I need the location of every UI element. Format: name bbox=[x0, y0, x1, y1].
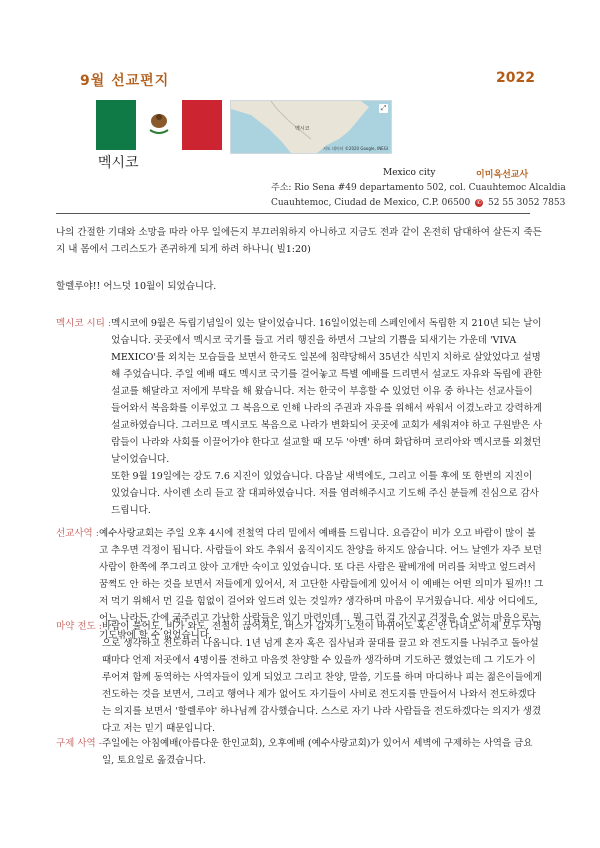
country-name: 멕시코 bbox=[98, 155, 139, 171]
section-text bbox=[102, 735, 544, 769]
bible-verse: 나의 간절한 기대와 소망을 따라 아무 일에든지 부끄러워하지 아니하고 지금도 전과 같이 온전히 담대하여 살든지 죽든지 내 몸에서 그리스도가 존귀하게 되게 하려 하나니( 빌1:20) bbox=[56, 227, 542, 255]
greeting: 할렐루야!! 어느덧 10월이 되었습니다. bbox=[56, 281, 217, 292]
address-line-2 bbox=[271, 198, 565, 208]
section-paragraph: 주일에는 아침예배(아름다운 한인교회), 오후예배 (예수사랑교회)가 있어서 세벽에 구제하는 사역을 금요일, 토요일로 옮겼습니다. bbox=[101, 738, 533, 766]
section-label: 선교사역 : bbox=[56, 528, 99, 539]
flag-emblem-icon bbox=[144, 108, 174, 138]
section-label: 마약 전도 : bbox=[56, 621, 102, 632]
section-label: 구제 사역 - bbox=[56, 738, 102, 749]
section-drug-evangelism bbox=[56, 618, 544, 737]
map-label: 멕시코 bbox=[295, 126, 310, 132]
flag-green-band bbox=[96, 100, 136, 150]
section-relief-work bbox=[56, 735, 544, 769]
section-paragraph: 또한 9월 19일에는 강도 7.6 지진이 있었습니다. 다음날 새벽에도, 그리고 이틀 후에 또 한번의 지진이 있었습니다. 사이렌 소리 듣고 잘 대피하였습니다. 저를 염려해주시고 기도해 주신 분들께 진심으로 감사드립니다. bbox=[111, 471, 539, 516]
section-mexico-city bbox=[56, 315, 544, 519]
map-thumbnail[interactable] bbox=[230, 100, 392, 154]
phone-number: 52 55 3052 7853 bbox=[488, 198, 566, 208]
header-divider bbox=[56, 213, 530, 214]
flag-white-band bbox=[136, 100, 182, 150]
flag-red-band bbox=[182, 100, 222, 150]
letter-title: 9월 선교편지 bbox=[80, 73, 170, 89]
section-paragraph: 예수사랑교회는 주일 오후 4시에 전철역 다리 밑에서 예배를 드립니다. 요즘같이 비가 오고 바람이 많이 불고 추우면 걱정이 됩니다. 사람들이 와도 추워서 움직이지도 찬양을 하지도 않습니다. 어느 날엔가 자주 보던 사람이 한쪽에 쭈그리고 앉아 고개만 숙이고 있었습니다. 또 다른 사람은 팔베개에 머리를 처박고 엎드려서 꿈쩍도 안 하는 것을 보면서 저들에게 있어서, 저 고단한 사람들에게 있어서 이 예배는 어떤 의미가 될까!! 그저 먹기 위해서 먼 길을 힘없이 걸어와 엎드려 있는 것일까? 생각하며 마음이 무거웠습니다. 세상 어디에도, 어느 나라든 간에 굶주리고 가난한 사람들은 있기 마련인데… 뭘 그런 걸 가지고 걱정을 수 없는 마음으로는 기도밖에 할 수 없었습니다. bbox=[98, 528, 544, 641]
city-name: Mexico city bbox=[383, 168, 436, 178]
missionary-name: 이미옥선교사 bbox=[476, 170, 529, 180]
map-attribution: 지도 데이터 ©2020 Google, INEGI bbox=[323, 146, 388, 151]
section-text bbox=[111, 315, 544, 519]
section-text bbox=[102, 618, 544, 737]
letter-year: 2022 bbox=[496, 70, 535, 86]
address-line-1: 주소: Rio Sena #49 departamento 502, col. Cuauhtemoc Alcaldia bbox=[271, 183, 566, 193]
phone-icon: ✆ bbox=[476, 198, 482, 206]
expand-icon[interactable]: ⤢ bbox=[380, 104, 387, 112]
section-paragraph: 멕시코에 9월은 독립기념일이 있는 달이었습니다. 16일이었는데 스페인에서 독립한 지 210년 되는 날이었습니다. 곳곳에서 멕시코 국기를 들고 거리 행진을 하면서 그날의 기쁨을 되새기는 가운데 'VIVA MEXICO'를 외치는 모습들을 보면서 한국도 일본에 침략당해서 35년간 식민지 치하로 살았었다고 설명해 주었습니다. 주일 예배 때도 멕시코 국기를 걸어놓고 특별 예배를 드리면서 설교도 자유와 독립에 관한 설교를 해달라고 저에게 부탁을 해 왔습니다. 저는 한국이 부흥할 수 있었던 이유 중 하나는 선교사들이 들어와서 복음화를 이루었고 그 복음으로 인해 나라의 주권과 자유를 위해서 싸워서 이겼노라고 강력하게 설교하였습니다. 그러므로 멕시코도 복음으로 나라가 변화되어 곳곳에 교회가 세워져야 하고 구원받은 사람들이 나라와 사회를 이끌어가야 한다고 설교할 때 모두 '아멘' 하며 화답하며 코리아와 멕시코를 외쳤던 날이었습니다. bbox=[111, 318, 542, 465]
address-line-2-text: Cuauhtemoc, Ciudad de Mexico, C.P. 06500 bbox=[271, 198, 471, 208]
section-label: 멕시코 시티 : bbox=[56, 318, 112, 329]
mexico-flag bbox=[96, 100, 222, 150]
section-paragraph: 바람이 불어도, 비가 와도, 전철이 끊어져도, 버스가 갑자기 노선이 바뀌어도 혹은 안 다녀도 이제 모두 사명으로 생각하고 전도하러 나옵니다. 1년 넘게 혼자 혹은 집사님과 꿀대를 끌고 와 전도지를 나눠주고 돌아설 때마다 언제 저곳에서 4명이를 전하고 마음껏 찬양할 수 있을까 생각하며 기도하곤 했었는데 그 기도가 이루어져 함께 동역하는 사역자들이 있게 되었고 그리고 찬양, 말씀, 기도를 하며 마디하나 피는 젊은이들에게 전도하는 것을 보면서, 그리고 행여나 제가 없어도 자기들이 사비로 전도지를 만들어서 나와서 전도하겠다는 의지를 보면서 '할렐루야' 하나님께 감사했습니다. 스스로 자기 나라 사람들을 전도하겠다는 의지가 생겼다고 저는 믿기 때문입니다. bbox=[101, 621, 542, 734]
